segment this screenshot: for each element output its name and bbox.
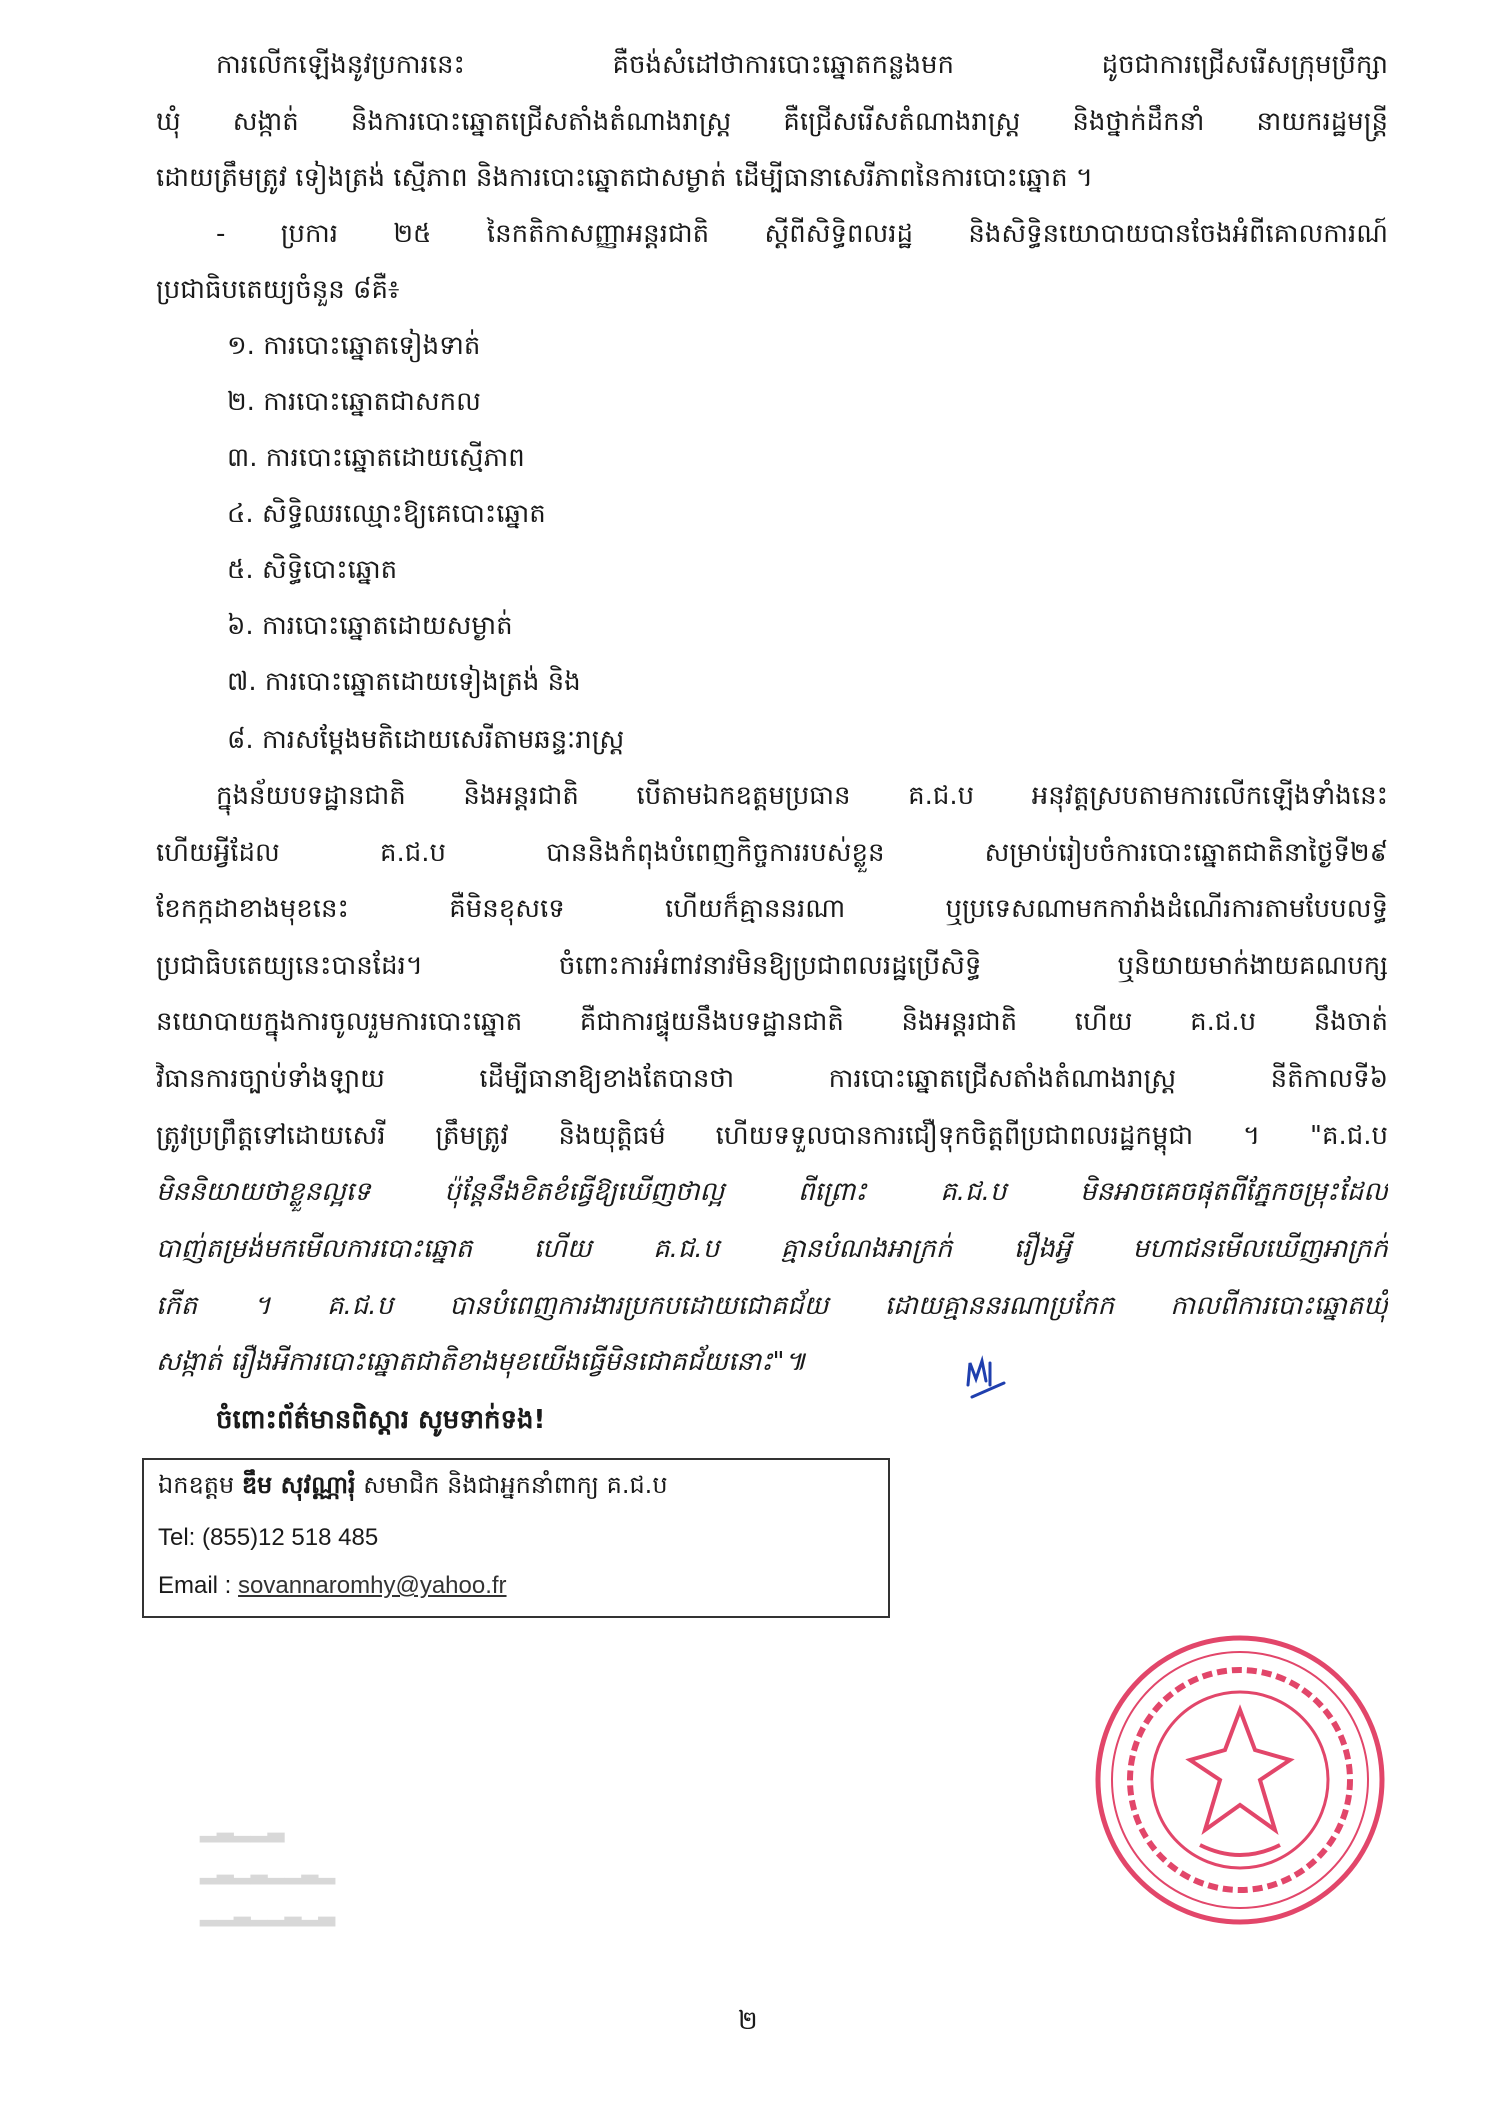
email-link[interactable]: sovannaromhy@yahoo.fr — [238, 1572, 507, 1599]
paragraph-line: នយោបាយក្នុងការចូលរួមការបោះឆ្នោត គឺជាការផ្ទុយនឹងបទដ្ឋានជាតិ និងអន្តរជាតិ ហើយ គ.ជ.ប នឹងចាត់ — [156, 1007, 1388, 1037]
intro-line: ឃុំ សង្កាត់ និងការបោះឆ្នោតជ្រើសតាំងតំណាងរាស្ត្រ គឺជ្រើសរើសតំណាងរាស្ត្រ និងថ្នាក់ដឹកនាំ នាយករដ្ឋមន្ត្រី — [156, 107, 1388, 137]
principle-item: ២. ការបោះឆ្នោតជាសកល — [227, 387, 481, 417]
quote-line: មិននិយាយថាខ្លួនល្អទេ ប៉ុន្តែនឹងខិតខំធ្វើឱ្យឃើញថាល្អ ពីព្រោះ គ.ជ.ប មិនអាចគេចផុតពីភ្នែកចម្រុះដែល — [156, 1177, 1388, 1207]
contact-box — [142, 1458, 890, 1618]
paragraph-line: ហើយអ្វីដែល គ.ជ.ប បាននិងកំពុងបំពេញកិច្ចការរបស់ខ្លួន សម្រាប់រៀបចំការបោះឆ្នោតជាតិនាថ្ងៃទី២៩ — [156, 838, 1388, 868]
principle-item: ៤. សិទ្ធិឈរឈ្មោះឱ្យគេបោះឆ្នោត — [227, 499, 546, 529]
quote-line: សង្កាត់ រឿងអីការបោះឆ្នោតជាតិខាងមុខយើងធ្វើមិនជោគជ័យនោះ"៕ — [156, 1347, 807, 1377]
tel-value: (855)12 518 485 — [202, 1524, 379, 1551]
intro-line: ការលើកឡើងនូវប្រការនេះ គឺចង់សំដៅថាការបោះឆ្នោតកន្លងមក ដូចជាការជ្រើសរើសក្រុមប្រឹក្សា — [216, 50, 1388, 80]
intro-line: ដោយត្រឹមត្រូវ ទៀងត្រង់ ស្មើភាព និងការបោះឆ្នោតជាសម្ងាត់ ដើម្បីធានាសេរីភាពនៃការបោះឆ្នោត ។ — [156, 163, 1093, 193]
quote-line: កើត ។ គ.ជ.ប បានបំពេញការងារប្រកបដោយជោគជ័យ ដោយគ្មាននរណាប្រកែក កាលពីការបោះឆ្នោតឃុំ — [156, 1291, 1388, 1321]
paragraph-line: ប្រជាធិបតេយ្យនេះបានដែរ។ ចំពោះការអំពាវនាវមិនឱ្យប្រជាពលរដ្ឋប្រើសិទ្ធិ ឬនិយាយមាក់ងាយគណបក្ស — [156, 951, 1388, 981]
paragraph-line: ខែកក្កដាខាងមុខនេះ គឺមិនខុសទេ ហើយក៏គ្មាននរណា ឬប្រទេសណាមកការាំងដំណើរការតាមបែបលទ្ធិ — [156, 894, 1388, 924]
contact-title: ឯកឧត្តម — [158, 1471, 235, 1499]
faint-bleed-through: ▂▂▃▂▂▃▂▃ — [200, 1902, 336, 1927]
closing-text: ចំពោះព័ត៌មានពិស្តារ សូមទាក់ទង! — [216, 1405, 546, 1435]
principle-item: ៣. ការបោះឆ្នោតដោយស្មើភាព — [227, 443, 525, 473]
official-seal-stamp — [1090, 1630, 1390, 1930]
page-number: ២ — [738, 2006, 758, 2036]
paragraph-line: ត្រូវប្រព្រឹត្តទៅដោយសេរី ត្រឹមត្រូវ និងយុត្តិធម៌ ហើយទទួលបានការជឿទុកចិត្តពីប្រជាពលរដ្ឋកម្ពុជា ។ "គ.ជ.ប — [156, 1121, 1388, 1151]
contact-role: សមាជិក និងជាអ្នកនាំពាក្យ គ.ជ.ប — [363, 1471, 668, 1499]
tel-label: Tel: — [158, 1524, 196, 1551]
principle-item: ៧. ការបោះឆ្នោតដោយទៀងត្រង់ និង — [227, 667, 581, 697]
faint-bleed-through: ▂▃▂▂▃ — [200, 1818, 285, 1843]
signature-initials — [960, 1355, 1020, 1405]
principle-item: ៦. ការបោះឆ្នោតដោយសម្ងាត់ — [227, 611, 513, 641]
paragraph-line: វិធានការច្បាប់ទាំងឡាយ ដើម្បីធានាឱ្យខាងតែបានថា ការបោះឆ្នោតជ្រើសតាំងតំណាងរាស្ត្រ នីតិកាលទី៦ — [156, 1064, 1388, 1094]
paragraph-line: ក្នុងន័យបទដ្ឋានជាតិ និងអន្តរជាតិ បើតាមឯកឧត្តមប្រធាន គ.ជ.ប អនុវត្តស្របតាមការលើកឡើងទាំងនេះ — [216, 781, 1388, 811]
principle-item: ៨. ការសម្តែងមតិដោយសេរីតាមឆន្ទៈរាស្ត្រ — [227, 725, 625, 755]
principle-item: ៥. សិទ្ធិបោះឆ្នោត — [227, 555, 398, 585]
intro-line: - ប្រការ ២៥ នៃកតិកាសញ្ញាអន្តរជាតិ ស្តីពីសិទ្ធិពលរដ្ឋ និងសិទ្ធិនយោបាយបានចែងអំពីគោលការណ៍ — [216, 219, 1388, 249]
principle-item: ១. ការបោះឆ្នោតទៀងទាត់ — [227, 331, 481, 361]
faint-bleed-through: ▂▃▂▃▂▂▃▂ — [200, 1860, 336, 1885]
quote-line: បាញ់តម្រង់មកមើលការបោះឆ្នោត ហើយ គ.ជ.ប គ្មានបំណងអាក្រក់ រឿងអ្វី មហាជនមើលឃើញអាក្រក់ — [156, 1234, 1388, 1264]
email-label: Email : — [158, 1572, 232, 1599]
contact-name: ឌឹម សុវណ្ណារុំ — [241, 1471, 356, 1499]
intro-line: ប្រជាធិបតេយ្យចំនួន ៨គឺ៖ — [156, 275, 400, 305]
